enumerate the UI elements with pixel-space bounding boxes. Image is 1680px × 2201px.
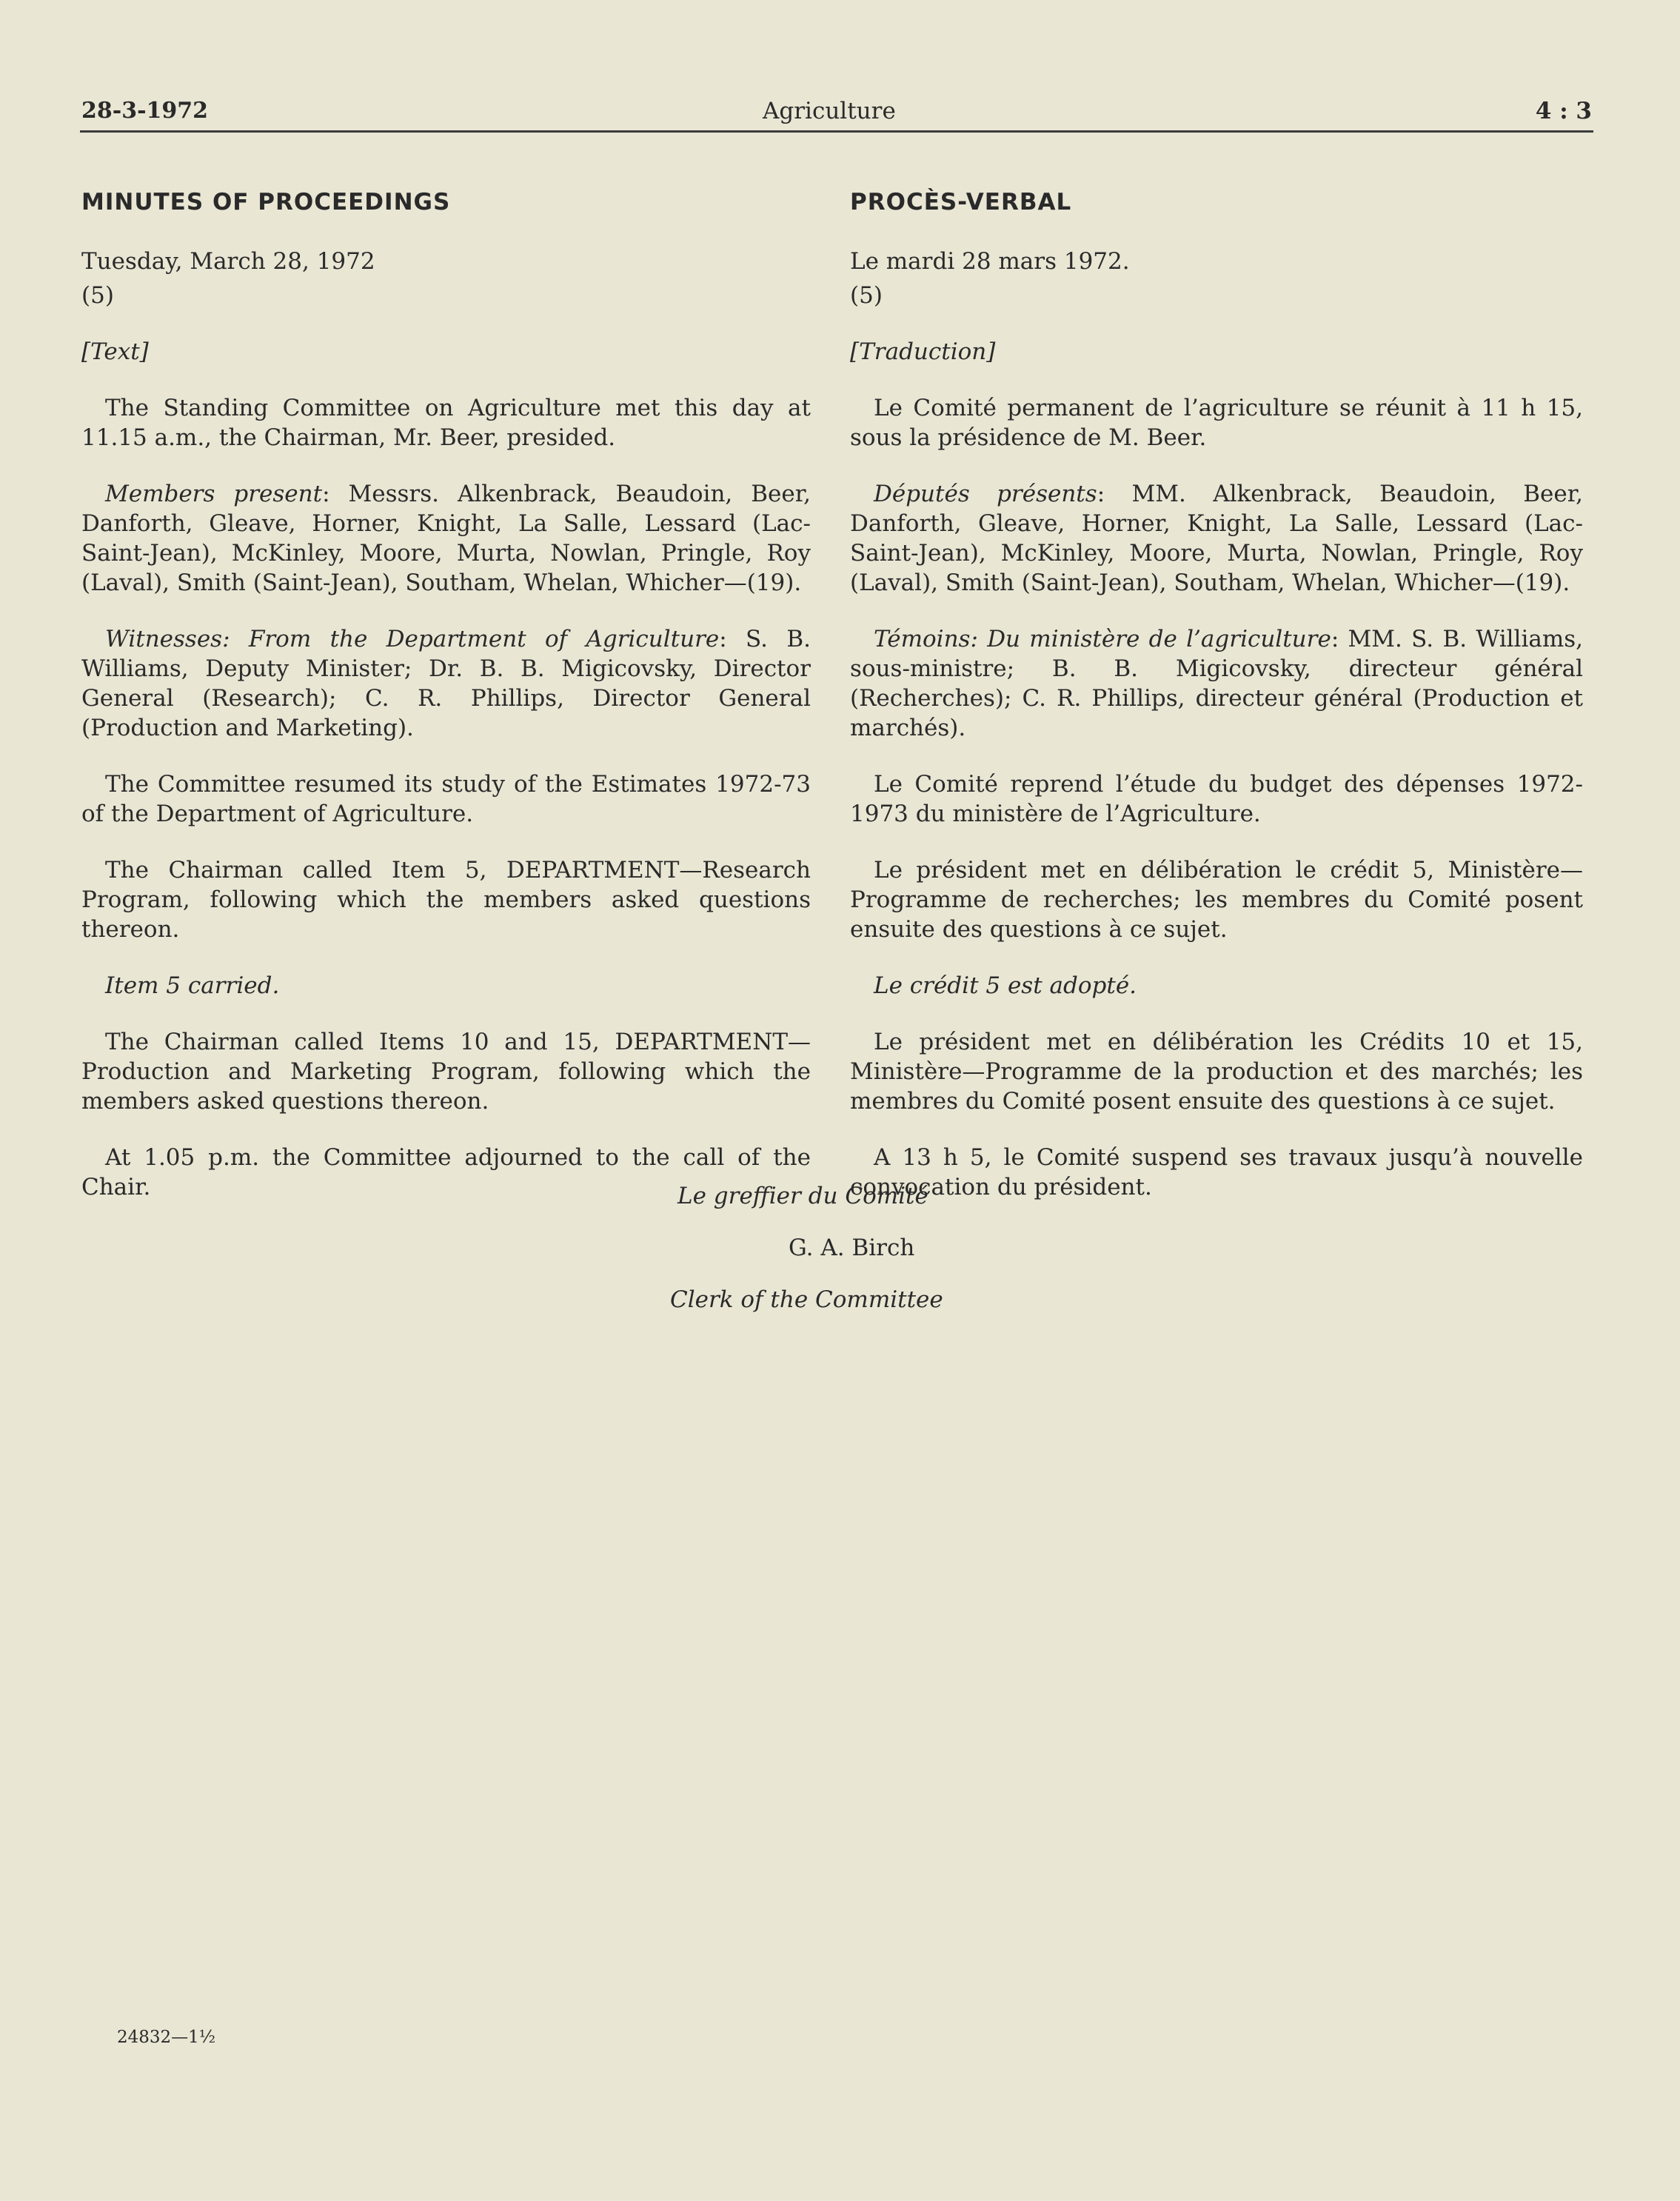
english-item5-carried: Item 5 carried. — [105, 972, 280, 999]
french-adjournment-paragraph: A 13 h 5, le Comité suspend ses travaux jusqu’à nouvelle convocation du président. — [850, 1144, 1583, 1200]
english-heading: MINUTES OF PROCEEDINGS — [81, 189, 451, 216]
footer-print-code: 24832—1½ — [117, 2028, 216, 2047]
header-title: Agriculture — [763, 98, 896, 124]
english-witnesses-paragraph — [81, 624, 811, 743]
signature-name: G. A. Birch — [789, 1235, 915, 1261]
english-estimates-paragraph: The Committee resumed its study of the Estimates 1972-73 of the Department of Agriculture. — [81, 771, 811, 827]
english-items-10-15-paragraph: The Chairman called Items 10 and 15, DEPARTMENT—Production and Marketing Program, following which the members asked questions thereon. — [81, 1029, 811, 1115]
header-page-number: 4 : 3 — [1535, 98, 1592, 124]
french-column — [850, 189, 1583, 1229]
french-credits-10-15-paragraph: Le président met en délibération les Crédits 10 et 15, Ministère—Programme de la production et des marchés; les membres du Comité posent ensuite des questions à ce sujet. — [850, 1029, 1583, 1115]
french-witnesses-label: Témoins: Du ministère de l’agriculture — [874, 626, 1331, 652]
english-members-paragraph — [81, 479, 811, 598]
english-column — [81, 189, 811, 1229]
french-heading: PROCÈS-VERBAL — [850, 189, 1072, 216]
french-witnesses-paragraph — [850, 624, 1583, 743]
signature-title-french: Le greffier du Comité — [677, 1183, 928, 1209]
french-budget-paragraph: Le Comité reprend l’étude du budget des dépenses 1972-1973 du ministère de l’Agriculture. — [850, 771, 1583, 827]
english-witnesses-label: Witnesses: From the Department of Agriculture — [105, 626, 720, 652]
french-members-paragraph — [850, 479, 1583, 598]
signature-block — [670, 1181, 1085, 1337]
french-date: Le mardi 28 mars 1972. — [850, 248, 1130, 275]
english-item5-paragraph: The Chairman called Item 5, DEPARTMENT—Research Program, following which the members asked questions thereon. — [81, 857, 811, 943]
running-head — [81, 98, 1592, 135]
french-credit5-paragraph: Le président met en délibération le crédit 5, Ministère—Programme de recherches; les membres du Comité posent ensuite des questions à ce sujet. — [850, 857, 1583, 943]
signature-title-english: Clerk of the Committee — [670, 1286, 943, 1313]
french-opening-paragraph: Le Comité permanent de l’agriculture se réunit à 11 h 15, sous la présidence de M. Beer. — [850, 395, 1583, 451]
english-opening-paragraph: The Standing Committee on Agriculture met this day at 11.15 a.m., the Chairman, Mr. Beer, presided. — [81, 395, 811, 451]
header-rule — [80, 130, 1593, 133]
english-date: Tuesday, March 28, 1972 — [81, 248, 375, 275]
french-credit5-adopted: Le crédit 5 est adopté. — [874, 972, 1137, 999]
french-meeting-number: (5) — [850, 282, 883, 309]
french-members-label: Députés présents — [874, 481, 1097, 507]
english-text-label: [Text] — [81, 338, 149, 365]
french-members-text: : MM. Alkenbrack, Beaudoin, Beer, Danforth, Gleave, Horner, Knight, La Salle, Lessard (Lac-Saint-Jean), McKinley, Moore, Murta, Nowlan, Pringle, Roy (Laval), Smith (Saint-Jean), Southam, Whelan, Whicher—(19). — [850, 481, 1584, 596]
english-adjournment-paragraph: At 1.05 p.m. the Committee adjourned to the call of the Chair. — [81, 1144, 811, 1200]
english-witnesses-text: : S. B. Williams, Deputy Minister; Dr. B. B. Migicovsky, Director General (Research); C. R. Phillips, Director General (Production and Marketing). — [81, 626, 811, 741]
french-text-label: [Traduction] — [850, 338, 996, 365]
english-meeting-number: (5) — [81, 282, 114, 309]
french-witnesses-text: : MM. S. B. Williams, sous-ministre; B. B. Migicovsky, directeur général (Recherches); C. R. Phillips, directeur général (Production et marchés). — [850, 626, 1583, 741]
english-members-text: : Messrs. Alkenbrack, Beaudoin, Beer, Danforth, Gleave, Horner, Knight, La Salle, Lessard (Lac-Saint-Jean), McKinley, Moore, Murta, Nowlan, Pringle, Roy (Laval), Smith (Saint-Jean), Southam, Whelan, Whicher—(19). — [81, 481, 811, 596]
header-date: 28-3-1972 — [81, 98, 209, 124]
english-members-label: Members present — [105, 481, 323, 507]
